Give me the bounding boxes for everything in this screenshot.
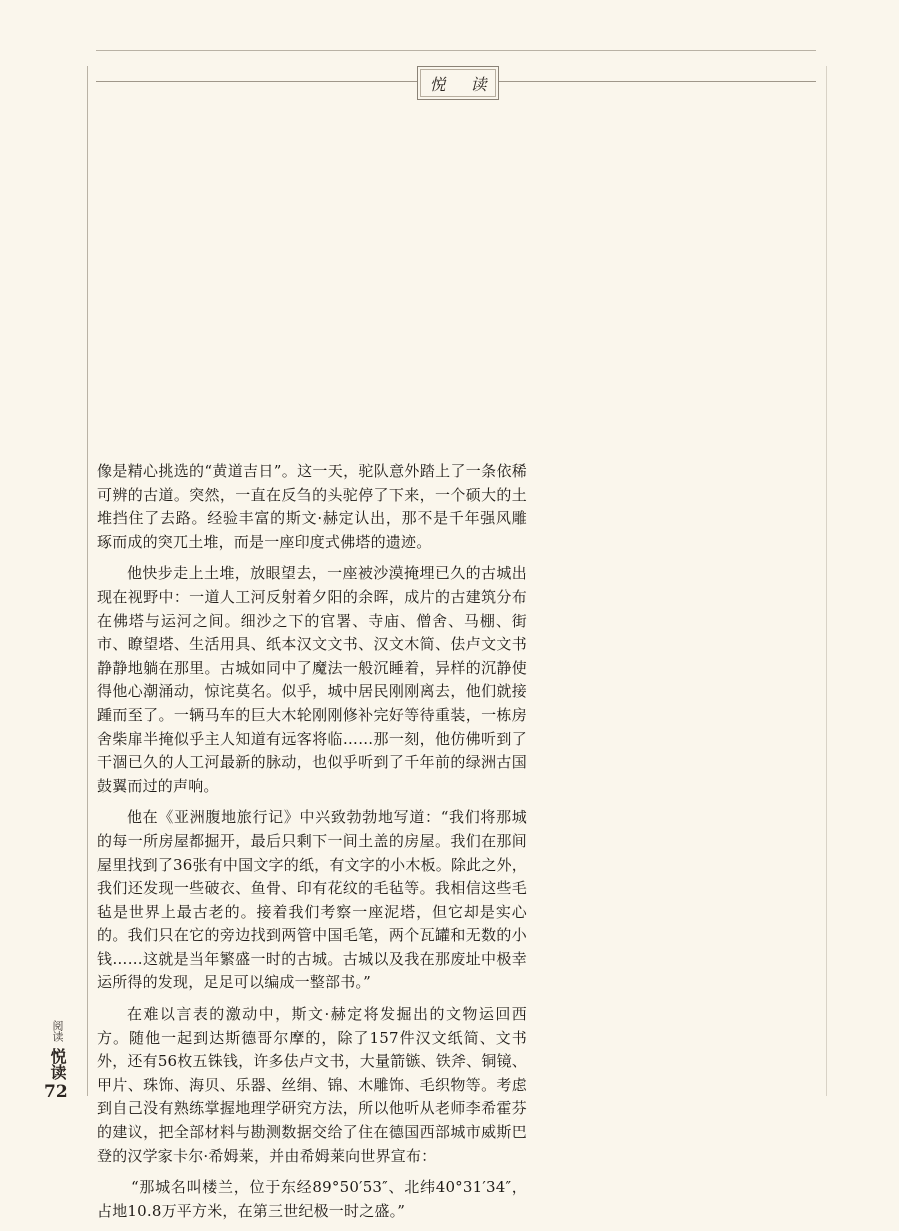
article-body <box>97 460 527 1231</box>
illustration-area <box>96 100 816 456</box>
article-paragraph: 在难以言表的激动中，斯文·赫定将发掘出的文物运回西方。随他一起到达斯德哥尔摩的，除了157件汉文纸简、文书外，还有56枚五铢钱，许多佉卢文书，大量箭镞、铁斧、铜镜、甲片、珠饰、海贝、乐器、丝绢、锦、木雕饰、毛织物等。考虑到自己没有熟练掌握地理学研究方法，所以他听从老师李希霍芬的建议，把全部材料与勘测数据交给了住在德国西部城市威斯巴登的汉学家卡尔·希姆莱，并由希姆莱向世界宣布： <box>97 1005 527 1165</box>
article-paragraph: 像是精心挑选的“黄道吉日”。这一天，驼队意外踏上了一条依稀可辨的古道。突然，一直在反刍的头驼停了下来，一个硕大的土堆挡住了去路。经验丰富的斯文·赫定认出，那不是千年强风雕琢而成的突兀土堆，而是一座印度式佛塔的遗迹。 <box>97 462 527 551</box>
article-quote: “那城名叫楼兰，位于东经89°50′53″、北纬40°31′34″，占地10.8万平方米，在第三世纪极一时之盛。” <box>97 1178 527 1220</box>
section-header-box <box>417 66 499 100</box>
page-number: 72 <box>44 1082 68 1102</box>
section-header-title: 悦 读 <box>429 74 497 94</box>
top-rule <box>96 50 816 51</box>
magazine-name: 阅读 <box>51 1020 64 1042</box>
left-margin-rule <box>87 66 88 1096</box>
article-paragraph: 他在《亚洲腹地旅行记》中兴致勃勃地写道：“我们将那城的每一所房屋都掘开，最后只剩下一间土盖的房屋。我们在那间屋里找到了36张有中国文字的纸，有文字的小木板。除此之外，我们还发现一些破衣、鱼骨、印有花纹的毛毡等。我相信这些毛毡是世界上最古老的。接着我们考察一座泥塔，但它却是实心的。我们只在它的旁边找到两管中国毛笔，两个瓦罐和无数的小钱……这就是当年繁盛一时的古城。古城以及我在那废址中极幸运所得的发现，足足可以编成一整部书。” <box>97 808 527 992</box>
right-margin-rule <box>826 66 827 1096</box>
margin-section-title: 悦读 <box>48 1048 67 1080</box>
article-paragraph: 他快步走上土堆，放眼望去，一座被沙漠掩埋已久的古城出现在视野中：一道人工河反射着夕阳的余晖，成片的古建筑分布在佛塔与运河之间。细沙之下的官署、寺庙、僧舍、马棚、街市、瞭望塔、生活用具、纸本汉文文书、汉文木简、佉卢文文书静静地躺在那里。古城如同中了魔法一般沉睡着，异样的沉静使得他心潮涌动，惊诧莫名。似乎，城中居民刚刚离去，他们就接踵而至了。一辆马车的巨大木轮刚刚修补完好等待重装，一栋房舍柴扉半掩似乎主人知道有远客将临……那一刻，他仿佛听到了干涸已久的人工河最新的脉动，也似乎听到了千年前的绿洲古国鼓翼而过的声响。 <box>97 564 527 795</box>
